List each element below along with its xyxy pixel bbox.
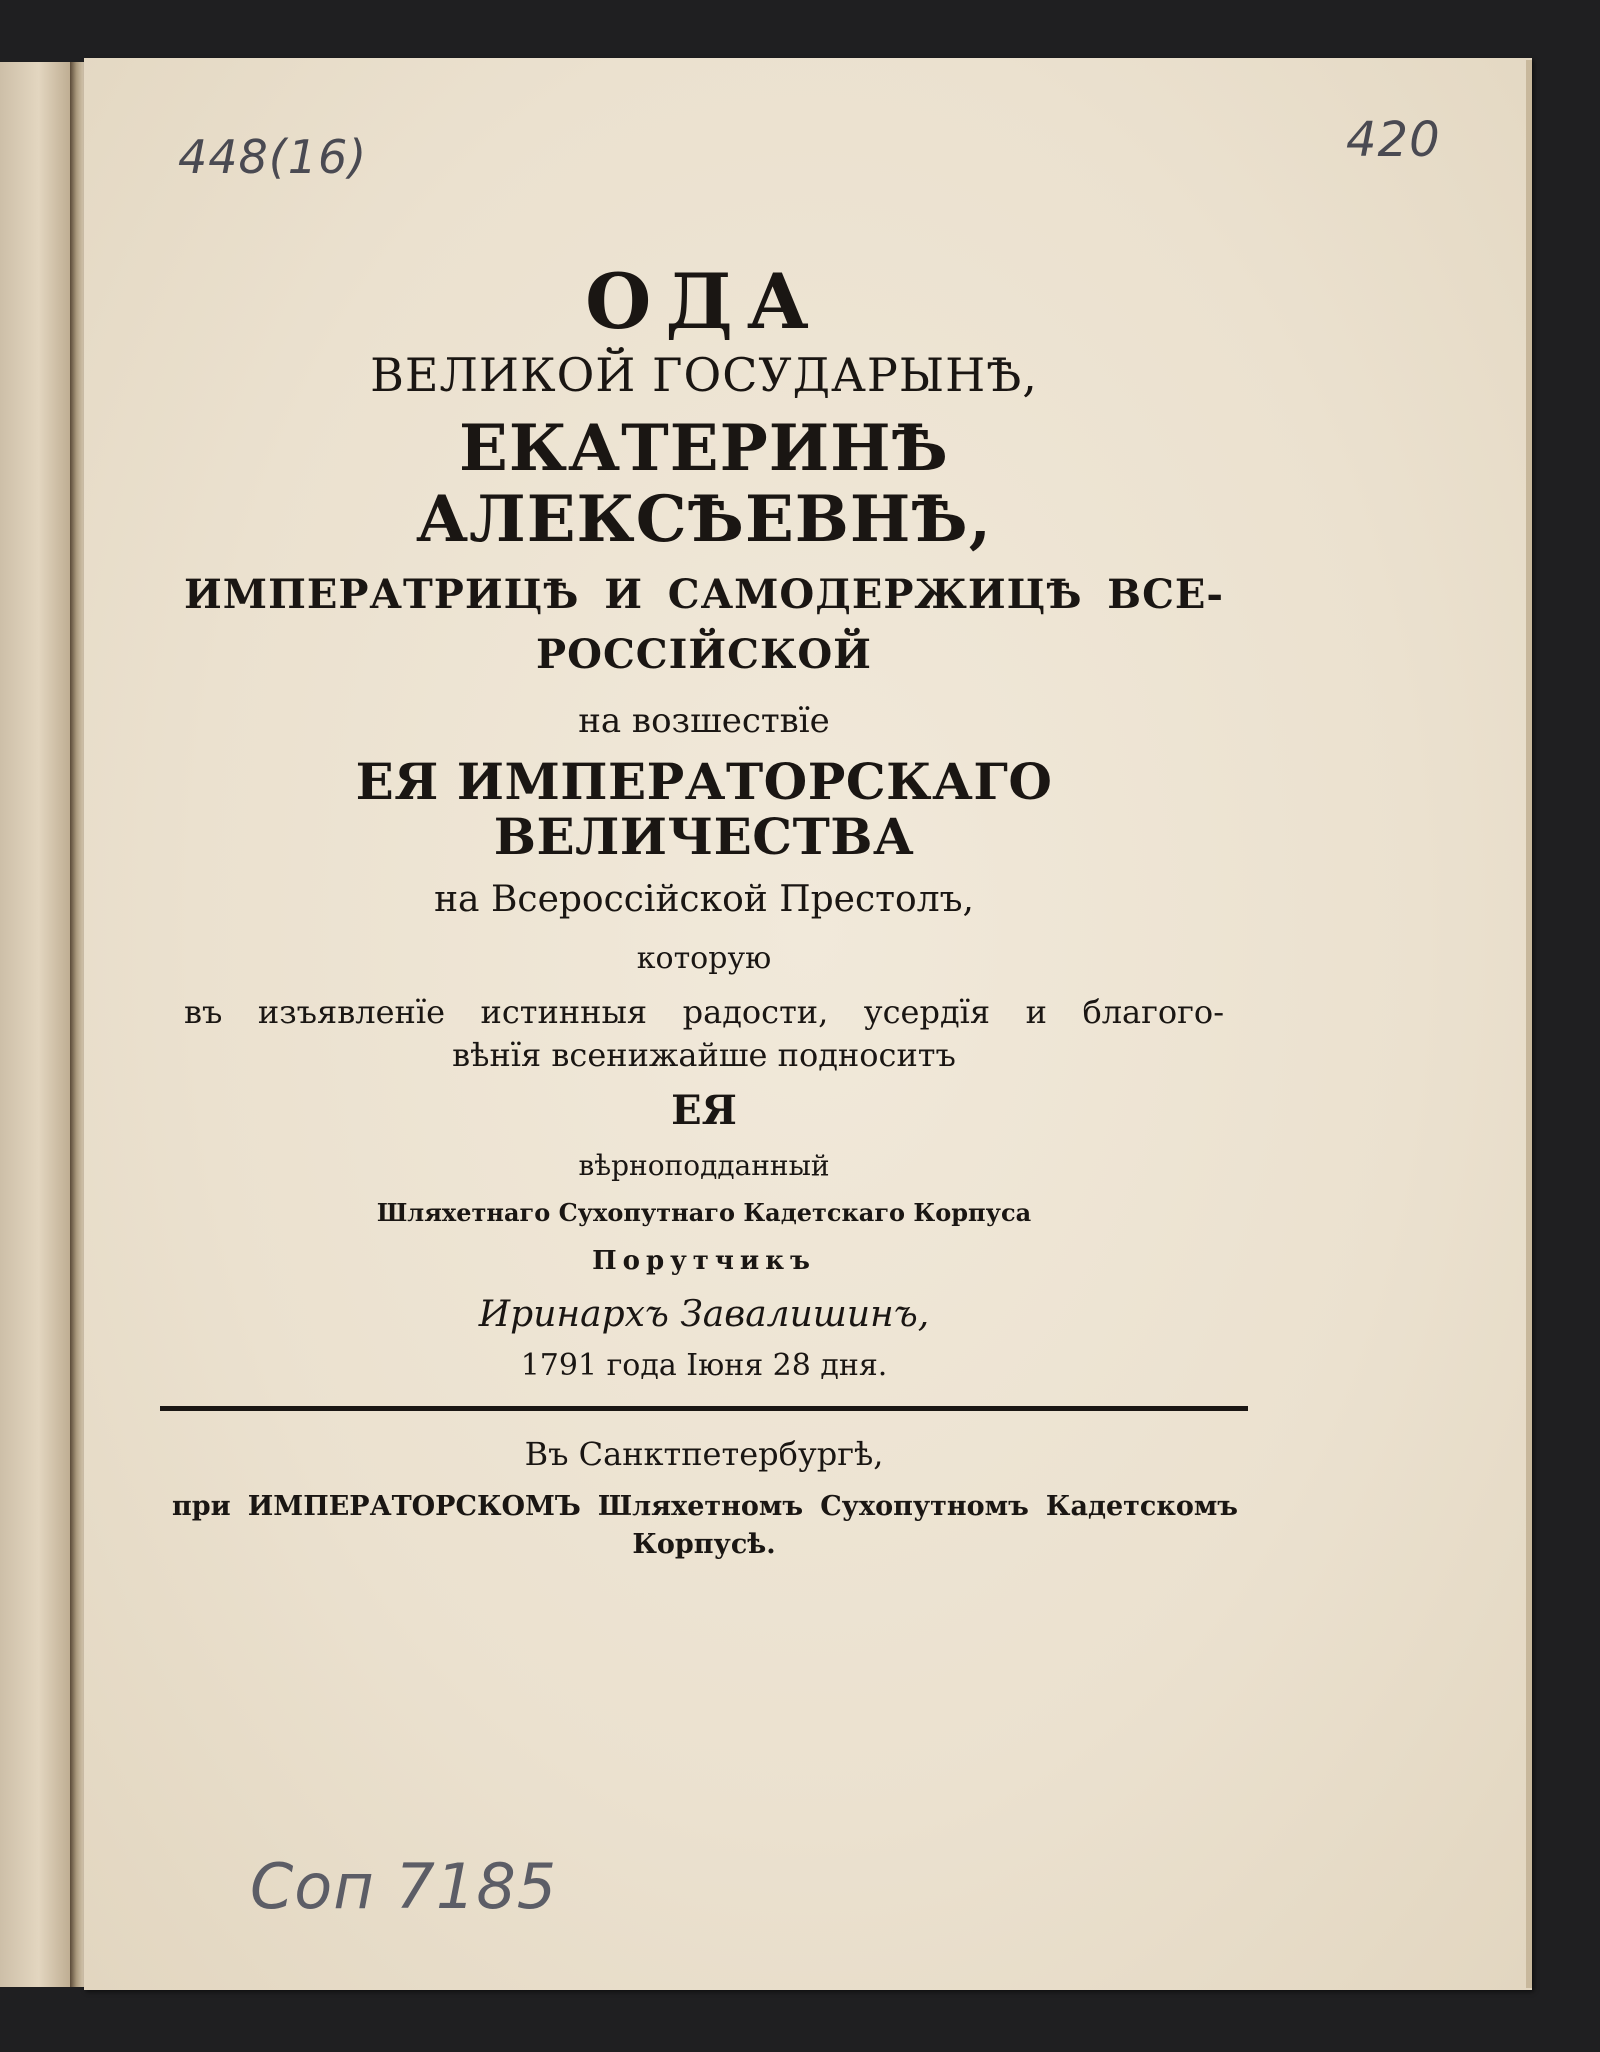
horizontal-rule — [160, 1406, 1248, 1411]
imprint-press-line2: Корпусѣ. — [632, 1528, 776, 1560]
empress-title-line1: ИМПЕРАТРИЦѢ И САМОДЕРЖИЦѢ ВСЕ- — [184, 570, 1224, 618]
shelfmark-note: 448(16) — [178, 130, 368, 184]
imprint-press-line1: при ИМПЕРАТОРСКОМЪ Шляхетномъ Сухопутномъ Кадетскомъ — [172, 1490, 1238, 1522]
binding-gutter — [70, 62, 84, 1987]
purpose-line1: въ изъявленїе истинныя радости, усердїя и благого- — [184, 992, 1224, 1031]
empress-title-line2: РОССІЙСКОЙ — [536, 630, 872, 678]
page-edge — [1526, 60, 1532, 1988]
occasion-line2: ЕЯ ИМПЕРАТОРСКАГО ВЕЛИЧЕСТВА — [355, 752, 1053, 867]
empress-name: ЕКАТЕРИНѢ АЛЕКСѢЕВНѢ, — [416, 411, 992, 557]
ode-title: ОДА — [585, 257, 823, 346]
her-line: ЕЯ — [671, 1087, 737, 1135]
dedication-line: ВЕЛИКОЙ ГОСУДАРЫНѢ, — [370, 347, 1038, 402]
facing-page — [0, 62, 72, 1987]
occasion-line1: на возшествїе — [578, 700, 830, 741]
subject-line: вѣрноподданный — [578, 1149, 830, 1183]
rank-line: Порутчикъ — [592, 1245, 816, 1276]
purpose-line2: вѣнїя всенижайше подноситъ — [452, 1036, 956, 1075]
date-line: 1791 года Іюня 28 дня. — [520, 1347, 888, 1383]
corps-line: Шляхетнаго Сухопутнаго Кадетскаго Корпуса — [376, 1198, 1032, 1228]
occasion-line3: на Всероссійской Престолъ, — [434, 879, 974, 921]
author-name: Иринархъ Завалишинъ, — [478, 1294, 930, 1336]
title-page-text — [172, 257, 1238, 1560]
imprint-city: Въ Санктпетербургѣ, — [524, 1434, 884, 1473]
folio-number-note: 420 — [1346, 112, 1441, 168]
which-line: которую — [636, 940, 772, 976]
catalog-note: Соп 7185 — [250, 1850, 558, 1923]
